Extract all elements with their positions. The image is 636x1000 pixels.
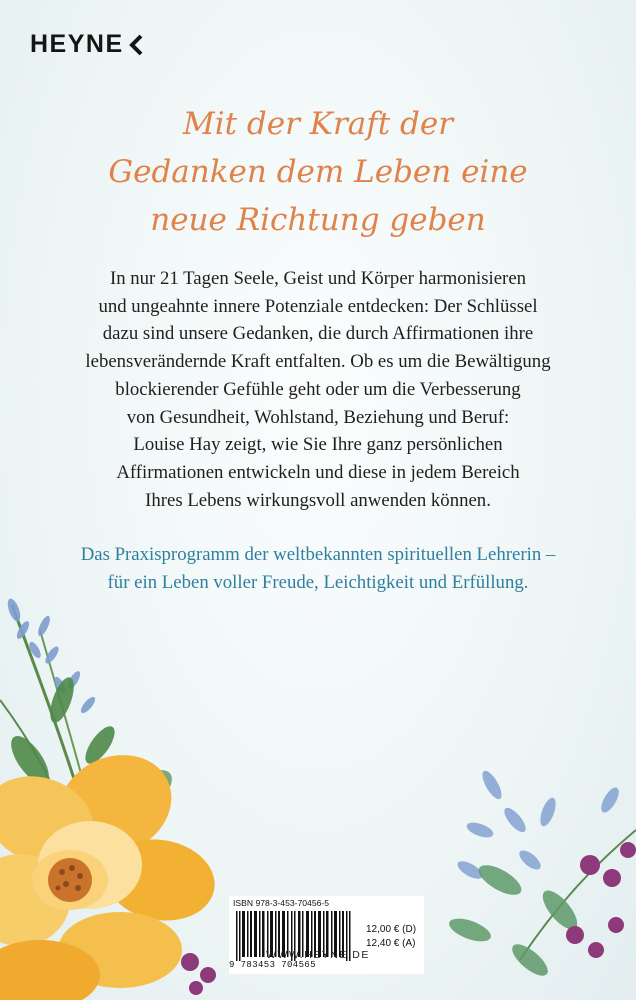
price-austria: 12,40 € (A) <box>366 938 416 949</box>
headline-line: Gedanken dem Leben eine <box>108 154 528 190</box>
blurb-line: In nur 21 Tagen Seele, Geist und Körper harmonisieren <box>109 268 527 289</box>
blurb-line: von Gesundheit, Wohlstand, Beziehung und Beruf: <box>126 406 510 428</box>
publisher-website[interactable]: WWW.HEYNE.DE <box>266 949 370 961</box>
barcode-digits: 9 783453 704565 <box>229 960 317 970</box>
blurb-text <box>60 265 576 514</box>
blurb-line: Affirmationen entwickeln und diese in jedem Bereich <box>116 461 520 483</box>
tagline-line: für ein Leben voller Freude, Leichtigkeit und Erfüllung. <box>107 572 529 593</box>
barcode-box <box>229 896 424 974</box>
tagline-line: Das Praxisprogramm der weltbekannten spirituellen Lehrerin – <box>80 544 556 565</box>
isbn-text: ISBN 978-3-453-70456-5 <box>233 898 330 908</box>
headline <box>0 100 636 244</box>
headline-line: neue Richtung geben <box>150 202 486 238</box>
headline-line: Mit der Kraft der <box>182 106 454 142</box>
price-germany: 12,00 € (D) <box>366 924 417 935</box>
tagline <box>40 541 596 597</box>
publisher-logo <box>30 30 144 59</box>
blurb-line: und ungeahnte innere Potenziale entdecken: Der Schlüssel <box>98 295 538 317</box>
blurb-line: Ihres Lebens wirkungsvoll anwenden können. <box>145 489 491 511</box>
chevron-left-icon <box>128 34 144 56</box>
publisher-logo-text: HEYNE <box>30 30 124 58</box>
blurb-line: Louise Hay zeigt, wie Sie Ihre ganz persönlichen <box>133 434 503 456</box>
blurb-line: blockierender Gefühle geht oder um die Verbesserung <box>115 378 521 400</box>
blurb-line: lebensverändernde Kraft entfalten. Ob es um die Bewältigung <box>85 351 551 373</box>
blurb-line: dazu sind unsere Gedanken, die durch Affirmationen ihre <box>102 323 534 345</box>
